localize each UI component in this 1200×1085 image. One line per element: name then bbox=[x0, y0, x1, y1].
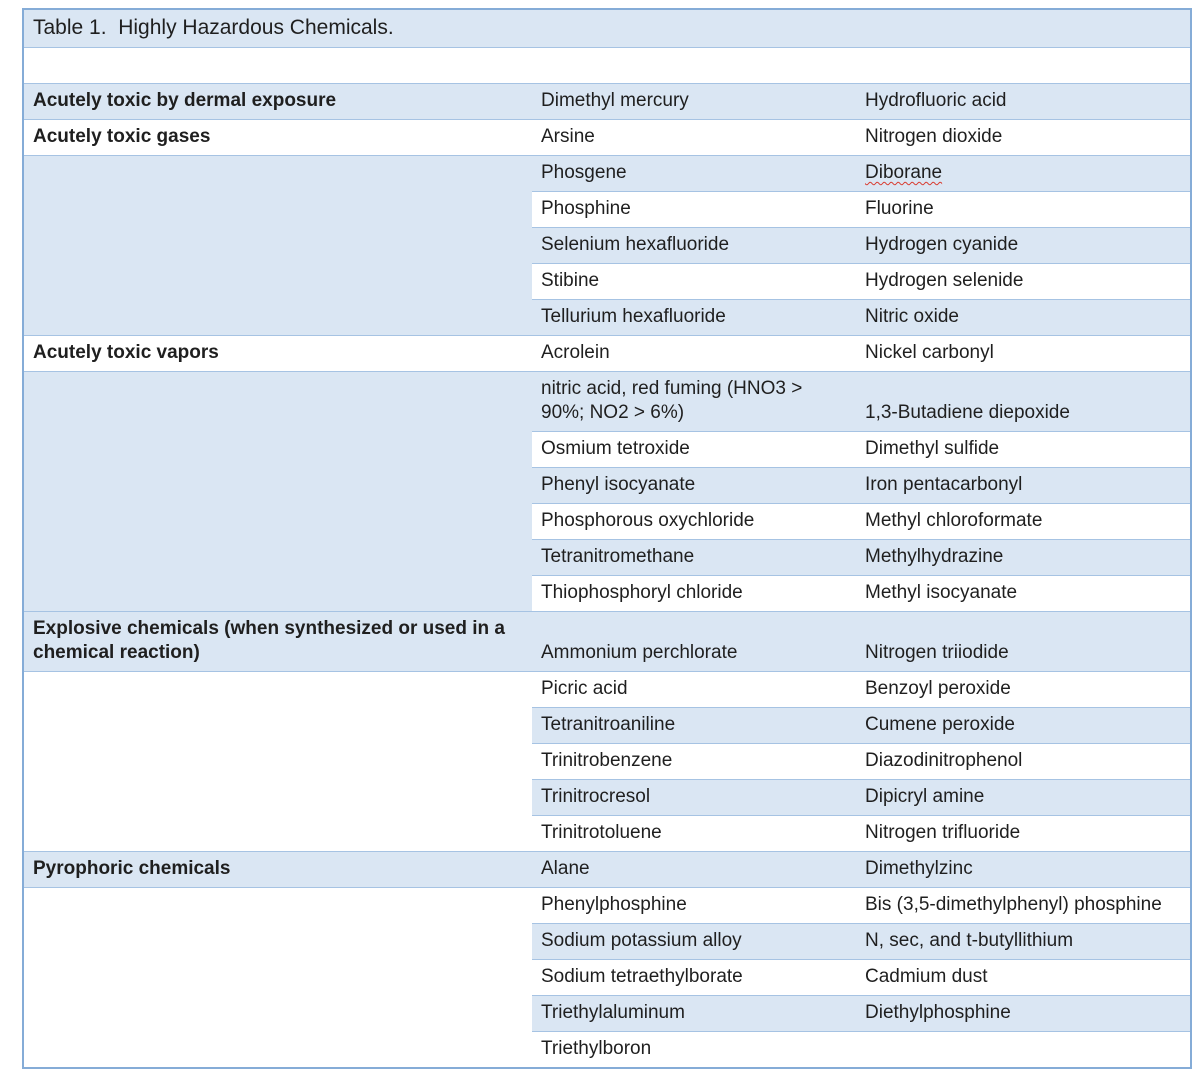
chemical-cell: 1,3-Butadiene diepoxide bbox=[856, 372, 1191, 432]
table-row bbox=[23, 156, 1191, 192]
chemical-cell: Triethylaluminum bbox=[532, 996, 856, 1032]
category-spacer-cell bbox=[23, 372, 532, 612]
title-row bbox=[23, 9, 1191, 48]
chemical-cell bbox=[856, 1032, 1191, 1069]
hazardous-chemicals-table bbox=[22, 8, 1192, 1069]
chemical-cell: Stibine bbox=[532, 264, 856, 300]
chemical-cell: nitric acid, red fuming (HNO3 > 90%; NO2 > 6%) bbox=[532, 372, 856, 432]
chemical-cell: Bis (3,5-dimethylphenyl) phosphine bbox=[856, 888, 1191, 924]
category-spacer-cell bbox=[23, 888, 532, 1069]
chemical-cell: Nitrogen trifluoride bbox=[856, 816, 1191, 852]
category-cell: Pyrophoric chemicals bbox=[23, 852, 532, 888]
chemical-cell: Trinitrobenzene bbox=[532, 744, 856, 780]
chemical-cell: Trinitrocresol bbox=[532, 780, 856, 816]
chemical-cell: Trinitrotoluene bbox=[532, 816, 856, 852]
chemical-cell: Tetranitroaniline bbox=[532, 708, 856, 744]
chemical-cell: Phenyl isocyanate bbox=[532, 468, 856, 504]
chemical-cell: Methylhydrazine bbox=[856, 540, 1191, 576]
chemical-cell: Hydrogen selenide bbox=[856, 264, 1191, 300]
chemical-cell: Phosphorous oxychloride bbox=[532, 504, 856, 540]
chemical-cell: Phenylphosphine bbox=[532, 888, 856, 924]
table-rows-group bbox=[23, 84, 1191, 1069]
chemical-cell: Cadmium dust bbox=[856, 960, 1191, 996]
chemical-cell: Methyl chloroformate bbox=[856, 504, 1191, 540]
chemical-cell: Hydrogen cyanide bbox=[856, 228, 1191, 264]
chemical-cell bbox=[856, 156, 1191, 192]
chemical-cell: Dimethylzinc bbox=[856, 852, 1191, 888]
table-row bbox=[23, 84, 1191, 120]
table-row bbox=[23, 120, 1191, 156]
chemical-cell: Alane bbox=[532, 852, 856, 888]
chemical-cell: Sodium tetraethylborate bbox=[532, 960, 856, 996]
table-row bbox=[23, 672, 1191, 708]
chemical-cell: Thiophosphoryl chloride bbox=[532, 576, 856, 612]
table-title: Table 1. Highly Hazardous Chemicals. bbox=[23, 9, 1191, 48]
chemical-cell: Fluorine bbox=[856, 192, 1191, 228]
chemical-cell: Phosphine bbox=[532, 192, 856, 228]
chemical-cell: Dipicryl amine bbox=[856, 780, 1191, 816]
empty-row bbox=[23, 48, 1191, 84]
misspelled-word: Diborane bbox=[865, 162, 943, 183]
chemical-cell: Dimethyl sulfide bbox=[856, 432, 1191, 468]
category-spacer-cell bbox=[23, 672, 532, 852]
chemical-cell: Acrolein bbox=[532, 336, 856, 372]
category-cell: Acutely toxic gases bbox=[23, 120, 532, 156]
chemical-cell: Nitrogen triiodide bbox=[856, 612, 1191, 672]
category-cell: Acutely toxic by dermal exposure bbox=[23, 84, 532, 120]
category-cell: Explosive chemicals (when synthesized or used in a chemical reaction) bbox=[23, 612, 532, 672]
table-row bbox=[23, 852, 1191, 888]
chemical-cell: Phosgene bbox=[532, 156, 856, 192]
table-row bbox=[23, 336, 1191, 372]
category-cell: Acutely toxic vapors bbox=[23, 336, 532, 372]
chemical-cell: Dimethyl mercury bbox=[532, 84, 856, 120]
chemical-cell: Arsine bbox=[532, 120, 856, 156]
chemical-cell: Nitrogen dioxide bbox=[856, 120, 1191, 156]
table-row bbox=[23, 888, 1191, 924]
chemical-cell: Methyl isocyanate bbox=[856, 576, 1191, 612]
chemical-cell: Triethylboron bbox=[532, 1032, 856, 1069]
chemical-cell: Selenium hexafluoride bbox=[532, 228, 856, 264]
chemical-cell: Nitric oxide bbox=[856, 300, 1191, 336]
table-row bbox=[23, 372, 1191, 432]
chemical-cell: Tellurium hexafluoride bbox=[532, 300, 856, 336]
table-row bbox=[23, 612, 1191, 672]
chemical-cell: Hydrofluoric acid bbox=[856, 84, 1191, 120]
table-title-group bbox=[23, 9, 1191, 84]
chemical-cell: Diazodinitrophenol bbox=[856, 744, 1191, 780]
empty-cell bbox=[23, 48, 1191, 84]
chemical-cell: Osmium tetroxide bbox=[532, 432, 856, 468]
chemical-cell: Benzoyl peroxide bbox=[856, 672, 1191, 708]
chemical-cell: Iron pentacarbonyl bbox=[856, 468, 1191, 504]
chemical-cell: N, sec, and t-butyllithium bbox=[856, 924, 1191, 960]
chemical-cell: Cumene peroxide bbox=[856, 708, 1191, 744]
chemical-cell: Diethylphosphine bbox=[856, 996, 1191, 1032]
chemical-cell: Tetranitromethane bbox=[532, 540, 856, 576]
category-spacer-cell bbox=[23, 156, 532, 336]
chemical-cell: Ammonium perchlorate bbox=[532, 612, 856, 672]
chemical-cell: Sodium potassium alloy bbox=[532, 924, 856, 960]
chemical-cell: Picric acid bbox=[532, 672, 856, 708]
chemical-cell: Nickel carbonyl bbox=[856, 336, 1191, 372]
